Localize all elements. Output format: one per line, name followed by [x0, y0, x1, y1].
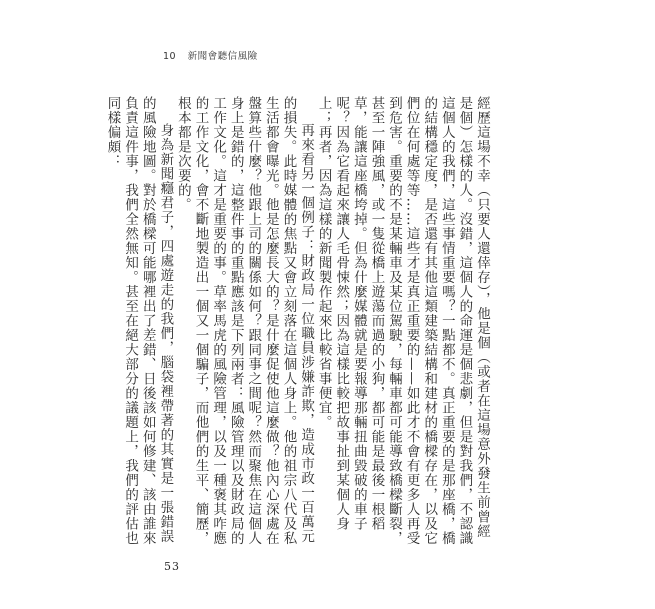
running-header: [163, 48, 258, 62]
paragraph-1: 經歷這場不幸（只要人還倖存），他是個（或者在這場意外發生前曾經是個）怎樣的人。沒錯，這個人的命運是個悲劇，但是對我們，不認識這個人的我們，這些事情重要嗎？一點都不。真正重要的是那座橋，橋的結構穩定度，是否還有其他這類建築結構和建材的橋樑存在，以及它們位在何處等等……這些才是真正重要的——如此才不會有更多人再受到危害。重要的不是某輛車及某位駕駛，每輛車都可能導致橋樑斷裂，甚至一陣強風，或一隻從橋上遊蕩而過的小狗，都可能是最後一根稻草，能讓這座橋垮掉。但為什麼媒體就是要報導那輛扭曲毀破的車子呢？因為它看起來讓人毛骨悚然；因為這樣比較把故事扯到某個人身上；再者，因為這樣的新聞製作起來比較省事便宜。: [315, 96, 490, 546]
header-page-ref: 10: [163, 51, 177, 62]
paragraph-3: 身為新聞癮君子，四處遊走的我們，腦袋裡帶著的其實是一張錯誤的風險地圖。對於橋樑可能哪裡出了差錯、日後該如何修建、該由誰來負責這件事，我們全然無知。甚至在絕大部分的議題上，我們的評估也同樣偏頗：: [104, 96, 174, 546]
header-book-title: 新聞會聽信風險: [187, 51, 258, 62]
body-text: [104, 96, 490, 546]
page-number: 53: [164, 560, 180, 573]
paragraph-2: 再來看另一個例子：財政局一位職員涉嫌詐欺，造成市政一百萬元的損失。此時媒體的焦點又會立刻落在這個人身上。他的祖宗八代及私生活都會曝光。他是怎麼長大的？是什麼促使他這麼做？他內心深處在盤算些什麼？他跟上司的關係如何？跟同事之間呢？然而聚焦在這個人身上是錯的，這整件事的重點應該是下列兩者：風險管理以及財政局的工作文化。這才是重要的事。草率馬虎的風險管理，以及一種褒其咋應的工作文化，會不斷地製造出一個又一個騙子，而他們的生平、簡歷，根本都是次要的。: [174, 96, 315, 546]
